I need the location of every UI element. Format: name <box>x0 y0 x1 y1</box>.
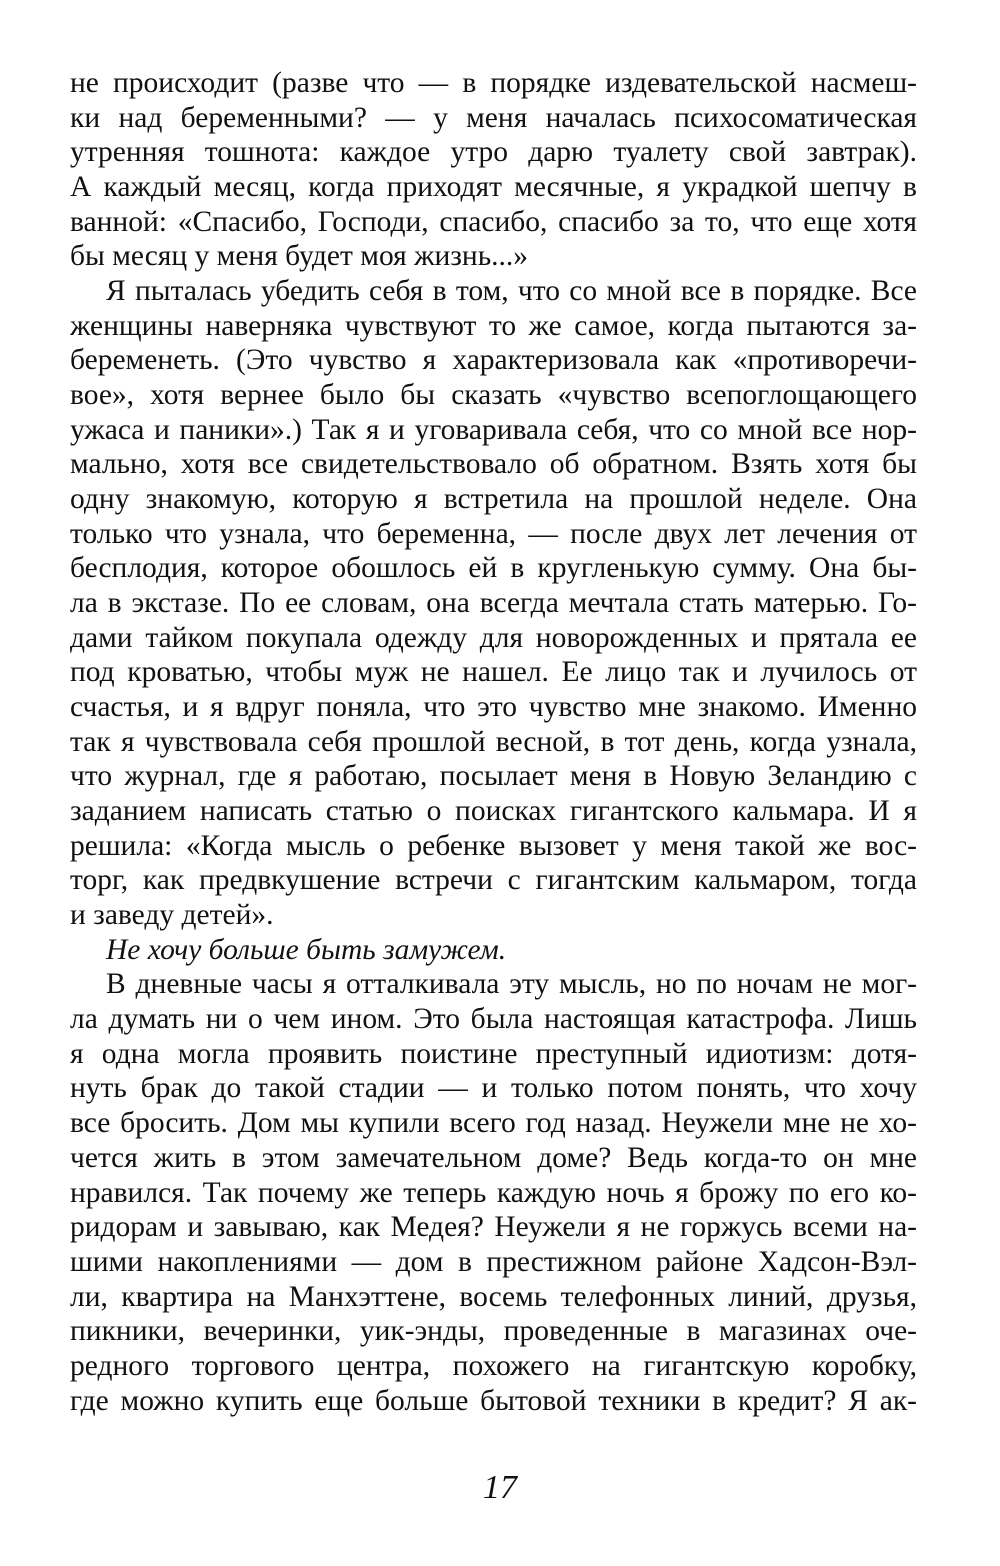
paragraph <box>70 66 917 274</box>
text-line: под кроватью, чтобы муж не нашел. Ее лицо так и лучилось от <box>70 656 917 689</box>
text-line: шими накоплениями — дом в престижном районе Хадсон-Вэл- <box>70 1245 917 1278</box>
text-line: утренняя тошнота: каждое утро дарю туалету свой завтрак). <box>70 136 917 169</box>
text-line: Не хочу больше быть замужем. <box>106 933 507 966</box>
text-line: беременеть. (Это чувство я характеризовала как «противоречи- <box>70 344 917 377</box>
text-line: не происходит (разве что — в порядке издевательской насмеш- <box>70 67 917 99</box>
body-text <box>70 66 917 1418</box>
text-line: бы месяц у меня будет моя жизнь...» <box>70 240 529 273</box>
text-line: так я чувствовала себя прошлой весной, в тот день, когда узнала, <box>70 725 917 758</box>
text-line: что журнал, где я работаю, посылает меня в Новую Зеландию с <box>70 760 917 793</box>
text-line: одну знакомую, которую я встретила на прошлой неделе. Она <box>70 483 917 516</box>
text-line: ки над беременными? — у меня началась психосоматическая <box>70 101 917 134</box>
text-line: бесплодия, которое обошлось ей в кругленькую сумму. Она бы- <box>70 552 917 585</box>
text-line: нуть брак до такой стадии — и только потом понять, что хочу <box>70 1072 917 1105</box>
text-line: нравился. Так почему же теперь каждую ночь я брожу по его ко- <box>70 1176 917 1209</box>
text-line: все бросить. Дом мы купили всего год назад. Неужели мне не хо- <box>70 1107 917 1140</box>
text-line: А каждый месяц, когда приходят месячные, я украдкой шепчу в <box>70 171 917 204</box>
text-line: ванной: «Спасибо, Господи, спасибо, спасибо за то, что еще хотя <box>70 205 917 238</box>
text-line: дами тайком покупала одежду для новорожденных и прятала ее <box>70 621 917 654</box>
text-line: Я пыталась убедить себя в том, что со мной все в порядке. Все <box>106 275 917 308</box>
text-line: чется жить в этом замечательном доме? Ведь когда-то он мне <box>70 1141 917 1174</box>
text-line: вое», хотя вернее было бы сказать «чувство всепоглощающего <box>70 379 917 412</box>
text-line: женщины наверняка чувствуют то же самое, когда пытаются за- <box>70 309 917 342</box>
paragraph <box>70 967 917 1418</box>
text-line: заданием написать статью о поисках гигантского кальмара. И я <box>70 795 917 828</box>
text-line: ла думать ни о чем ином. Это была настоящая катастрофа. Лишь <box>70 1003 917 1036</box>
text-line: пикники, вечеринки, уик-энды, проведенные в магазинах оче- <box>70 1315 917 1348</box>
text-line: счастья, и я вдруг поняла, что это чувство мне знакомо. Именно <box>70 691 917 724</box>
text-line: В дневные часы я отталкивала эту мысль, но по ночам не мог- <box>106 968 917 1001</box>
text-line: торг, как предвкушение встречи с гигантским кальмаром, тогда <box>70 864 917 897</box>
text-line: редного торгового центра, похожего на гигантскую коробку, <box>70 1349 917 1382</box>
paragraph <box>70 274 917 933</box>
text-line: решила: «Когда мысль о ребенке вызовет у меня такой же вос- <box>70 829 917 862</box>
text-line: ла в экстазе. По ее словам, она всегда мечтала стать матерью. Го- <box>70 587 917 620</box>
text-line: мально, хотя все свидетельствовало об обратном. Взять хотя бы <box>70 448 917 481</box>
page-number: 17 <box>483 1469 517 1506</box>
text-line: ужаса и паники».) Так я и уговаривала себя, что со мной все нор- <box>70 413 917 446</box>
text-line: только что узнала, что беременна, — после двух лет лечения от <box>70 517 917 550</box>
text-line: и заведу детей». <box>70 899 274 932</box>
text-line: ридорам и завываю, как Медея? Неужели я не горжусь всеми на- <box>70 1211 917 1244</box>
text-line: ли, квартира на Манхэттене, восемь телефонных линий, друзья, <box>70 1280 917 1313</box>
text-line: где можно купить еще больше бытовой техники в кредит? Я ак- <box>70 1384 917 1417</box>
text-line: я одна могла проявить поистине преступный идиотизм: дотя- <box>70 1037 917 1070</box>
paragraph <box>70 933 917 968</box>
